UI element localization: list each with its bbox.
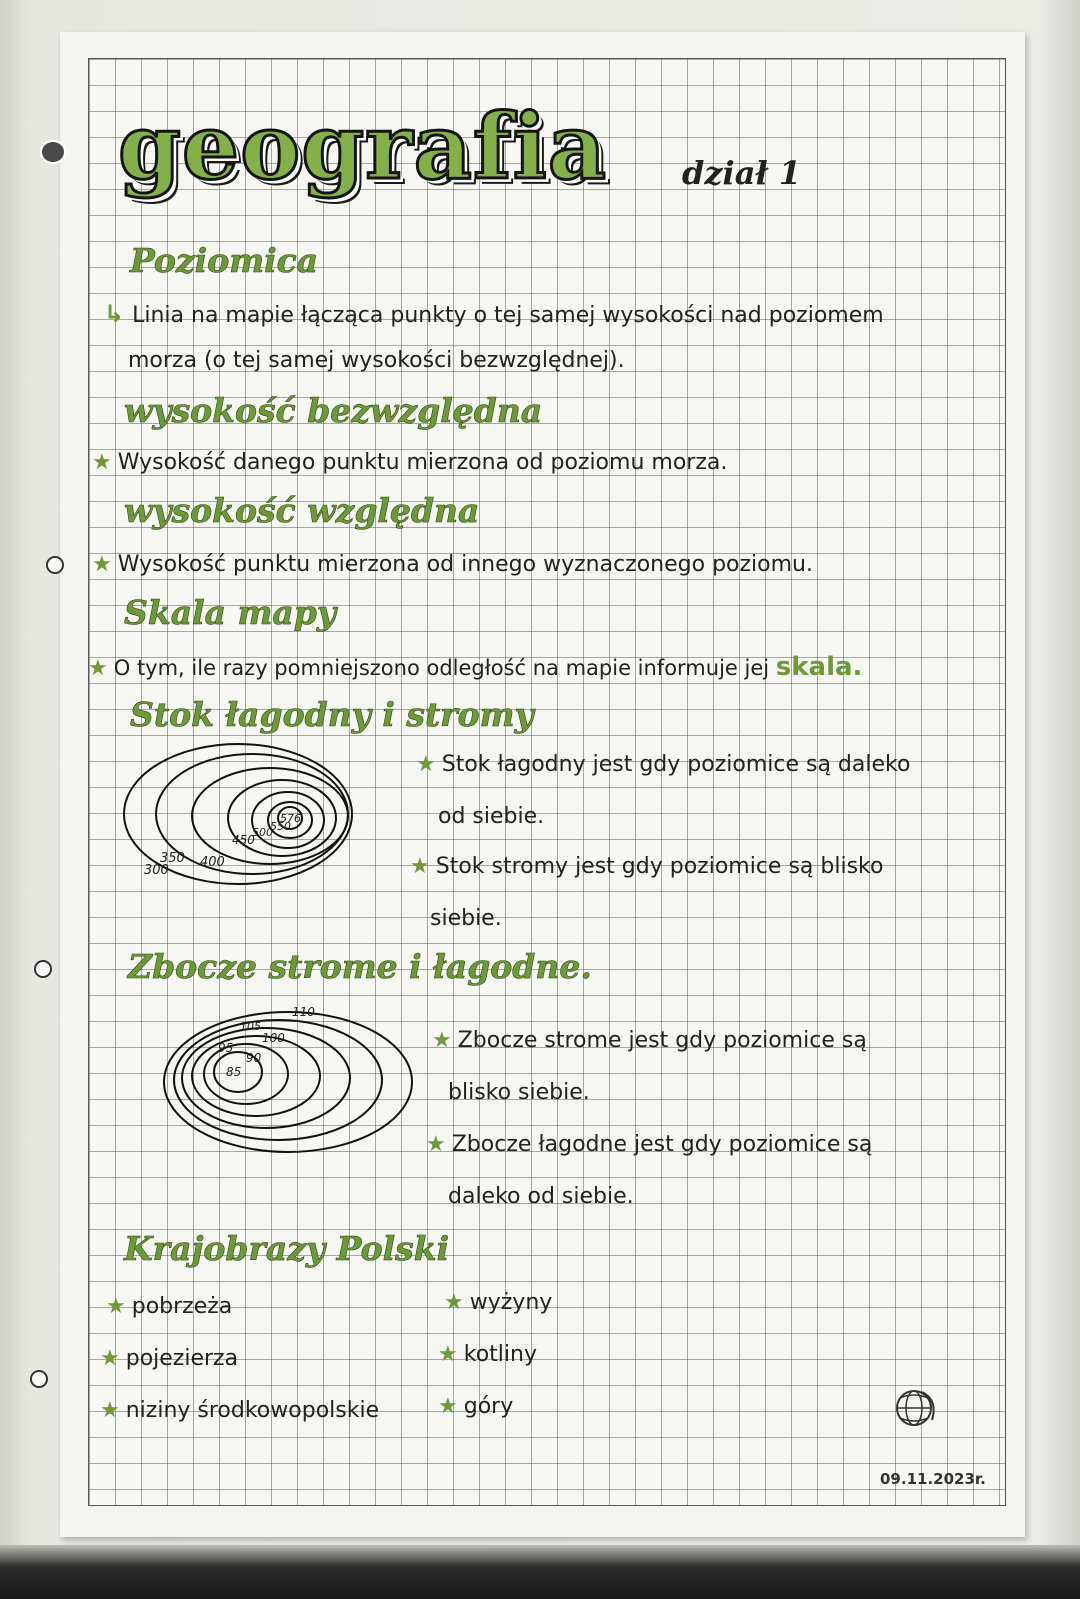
contour-label: 90 [246, 1051, 262, 1065]
star-bullet-icon: ★ [88, 656, 108, 681]
contour-label: 350 [160, 851, 185, 866]
heading-bezwzgledna: wysokość bezwzględna [124, 391, 543, 430]
star-bullet-icon: ★ [426, 1132, 446, 1157]
heading-skala: Skala mapy [124, 593, 337, 632]
star-bullet-icon: ★ [106, 1294, 126, 1319]
skala-line-1: ★ O tym, ile razy pomniejszono odległość na mapie informuje jej skala. [88, 652, 863, 682]
heading-stok: Stok łagodny i stromy [130, 695, 534, 734]
contour-map-zbocze [160, 1004, 420, 1164]
binder-edge [0, 1545, 1080, 1599]
punch-hole [30, 1370, 48, 1388]
page-subtitle: dział 1 [682, 154, 802, 192]
contour-label: 500 [252, 826, 273, 839]
star-bullet-icon: ★ [100, 1346, 120, 1371]
krajobraz-item: ★ góry [438, 1394, 514, 1419]
star-bullet-icon: ★ [416, 752, 436, 777]
contour-label: 576 [280, 812, 301, 825]
contour-label: 100 [262, 1031, 285, 1045]
stok-b1-line-1: ★ Stok łagodny jest gdy poziomice są daleko [416, 752, 911, 777]
zbocze-b2-line-2: daleko od siebie. [448, 1184, 634, 1209]
skala-accent: skala. [775, 652, 863, 682]
punch-hole [34, 960, 52, 978]
contour-label: 95 [218, 1041, 234, 1055]
krajobraz-item: ★ kotliny [438, 1342, 537, 1367]
zbocze-b1-line-2: blisko siebie. [448, 1080, 590, 1105]
poziomica-line-1: ↳ Linia na mapie łącząca punkty o tej samej wysokości nad poziomem [104, 300, 884, 328]
krajobraz-item: ★ pobrzeża [106, 1294, 233, 1319]
stok-b2-line-2: siebie. [430, 906, 502, 931]
star-bullet-icon: ★ [432, 1028, 452, 1053]
contour-label: 550 [270, 820, 291, 833]
krajobraz-item: ★ niziny środkowopolskie [100, 1398, 380, 1423]
star-bullet-icon: ★ [100, 1398, 120, 1423]
star-bullet-icon: ★ [438, 1394, 458, 1419]
poziomica-line-2: morza (o tej samej wysokości bezwzględnej). [128, 348, 625, 373]
contour-label: 450 [232, 833, 255, 847]
contour-label: 300 [144, 863, 169, 878]
star-bullet-icon: ★ [410, 854, 430, 879]
contour-label: 105 [240, 1020, 261, 1033]
zbocze-b1-line-1: ★ Zbocze strome jest gdy poziomice są [432, 1028, 867, 1053]
punch-hole [46, 556, 64, 574]
arrow-icon: ↳ [104, 300, 125, 328]
stok-b1-line-2: od siebie. [438, 804, 545, 829]
star-bullet-icon: ★ [92, 450, 112, 475]
globe-icon [892, 1386, 940, 1432]
wzgledna-line-1: ★ Wysokość punktu mierzona od innego wyznaczonego poziomu. [92, 552, 813, 577]
heading-zbocze: Zbocze strome i łagodne. [128, 947, 592, 986]
stok-b2-line-1: ★ Stok stromy jest gdy poziomice są blisko [410, 854, 884, 879]
zbocze-b2-line-1: ★ Zbocze łagodne jest gdy poziomice są [426, 1132, 873, 1157]
page-title: geografia [118, 94, 608, 200]
contour-label: 400 [200, 855, 225, 870]
heading-poziomica: Poziomica [130, 241, 319, 280]
star-bullet-icon: ★ [438, 1342, 458, 1367]
contour-label: 110 [292, 1005, 315, 1019]
star-bullet-icon: ★ [444, 1290, 464, 1315]
contour-line [164, 1012, 412, 1152]
contour-label: 85 [226, 1065, 242, 1079]
star-bullet-icon: ★ [92, 552, 112, 577]
punch-hole [40, 140, 66, 164]
heading-krajobrazy: Krajobrazy Polski [124, 1229, 450, 1268]
contour-map-stok [120, 740, 370, 890]
bezwzgledna-line-1: ★ Wysokość danego punktu mierzona od poziomu morza. [92, 450, 728, 475]
krajobraz-item: ★ pojezierza [100, 1346, 239, 1371]
heading-wzgledna: wysokość względna [124, 491, 480, 530]
krajobraz-item: ★ wyżyny [444, 1290, 553, 1315]
note-date: 09.11.2023r. [880, 1470, 986, 1488]
